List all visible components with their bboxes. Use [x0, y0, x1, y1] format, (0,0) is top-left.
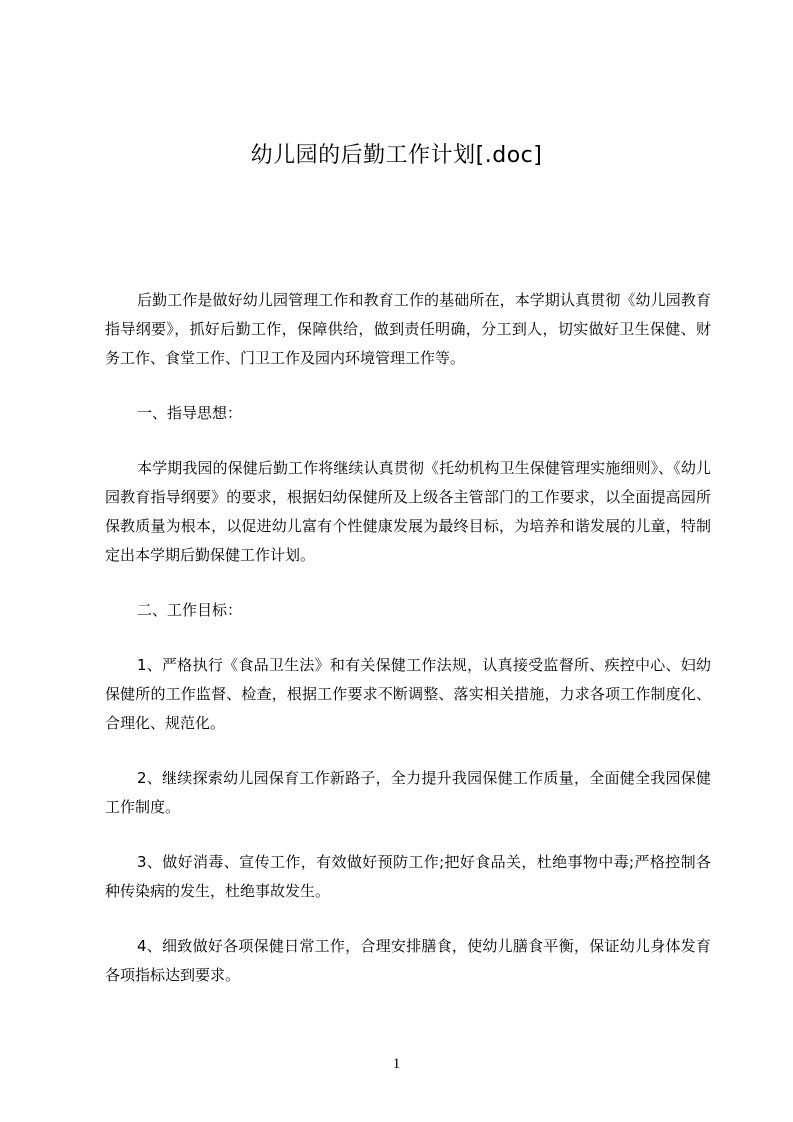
goal-item-3: 3、做好消毒、宣传工作，有效做好预防工作;把好食品关，杜绝事物中毒;严格控制各种传染病的发生，杜绝事故发生。: [105, 853, 711, 900]
goal-item-4: 4、细致做好各项保健日常工作，合理安排膳食，使幼儿膳食平衡，保证幼儿身体发育各项指标达到要求。: [105, 937, 711, 984]
document-title: 幼儿园的后勤工作计划[.doc]: [250, 143, 543, 168]
document-body: [105, 286, 711, 990]
goal-item-2: 2、继续探索幼儿园保育工作新路子，全力提升我园保健工作质量，全面健全我园保健工作制度。: [105, 769, 711, 816]
guiding-ideology-paragraph: 本学期我园的保健后勤工作将继续认真贯彻《托幼机构卫生保健管理实施细则》、《幼儿园教育指导纲要》的要求，根据妇幼保健所及上级各主管部门的工作要求，以全面提高园所保教质量为根本，以促进幼儿富有个性健康发展为最终目标，为培养和谐发展的儿童，特制定出本学期后勤保健工作计划。: [105, 459, 711, 564]
page-number: 1: [392, 1056, 401, 1072]
intro-paragraph: 后勤工作是做好幼儿园管理工作和教育工作的基础所在，本学期认真贯彻《幼儿园教育指导纲要》，抓好后勤工作，保障供给，做到责任明确，分工到人，切实做好卫生保健、财务工作、食堂工作、门卫工作及园内环境管理工作等。: [105, 291, 711, 367]
section-heading-guiding-ideology: 一、指导思想：: [137, 404, 243, 422]
section-heading-work-goals: 二、工作目标：: [137, 601, 243, 619]
goal-item-1: 1、严格执行《食品卫生法》和有关保健工作法规，认真接受监督所、疾控中心、妇幼保健所的工作监督、检查，根据工作要求不断调整、落实相关措施，力求各项工作制度化、合理化、规范化。: [105, 656, 711, 732]
